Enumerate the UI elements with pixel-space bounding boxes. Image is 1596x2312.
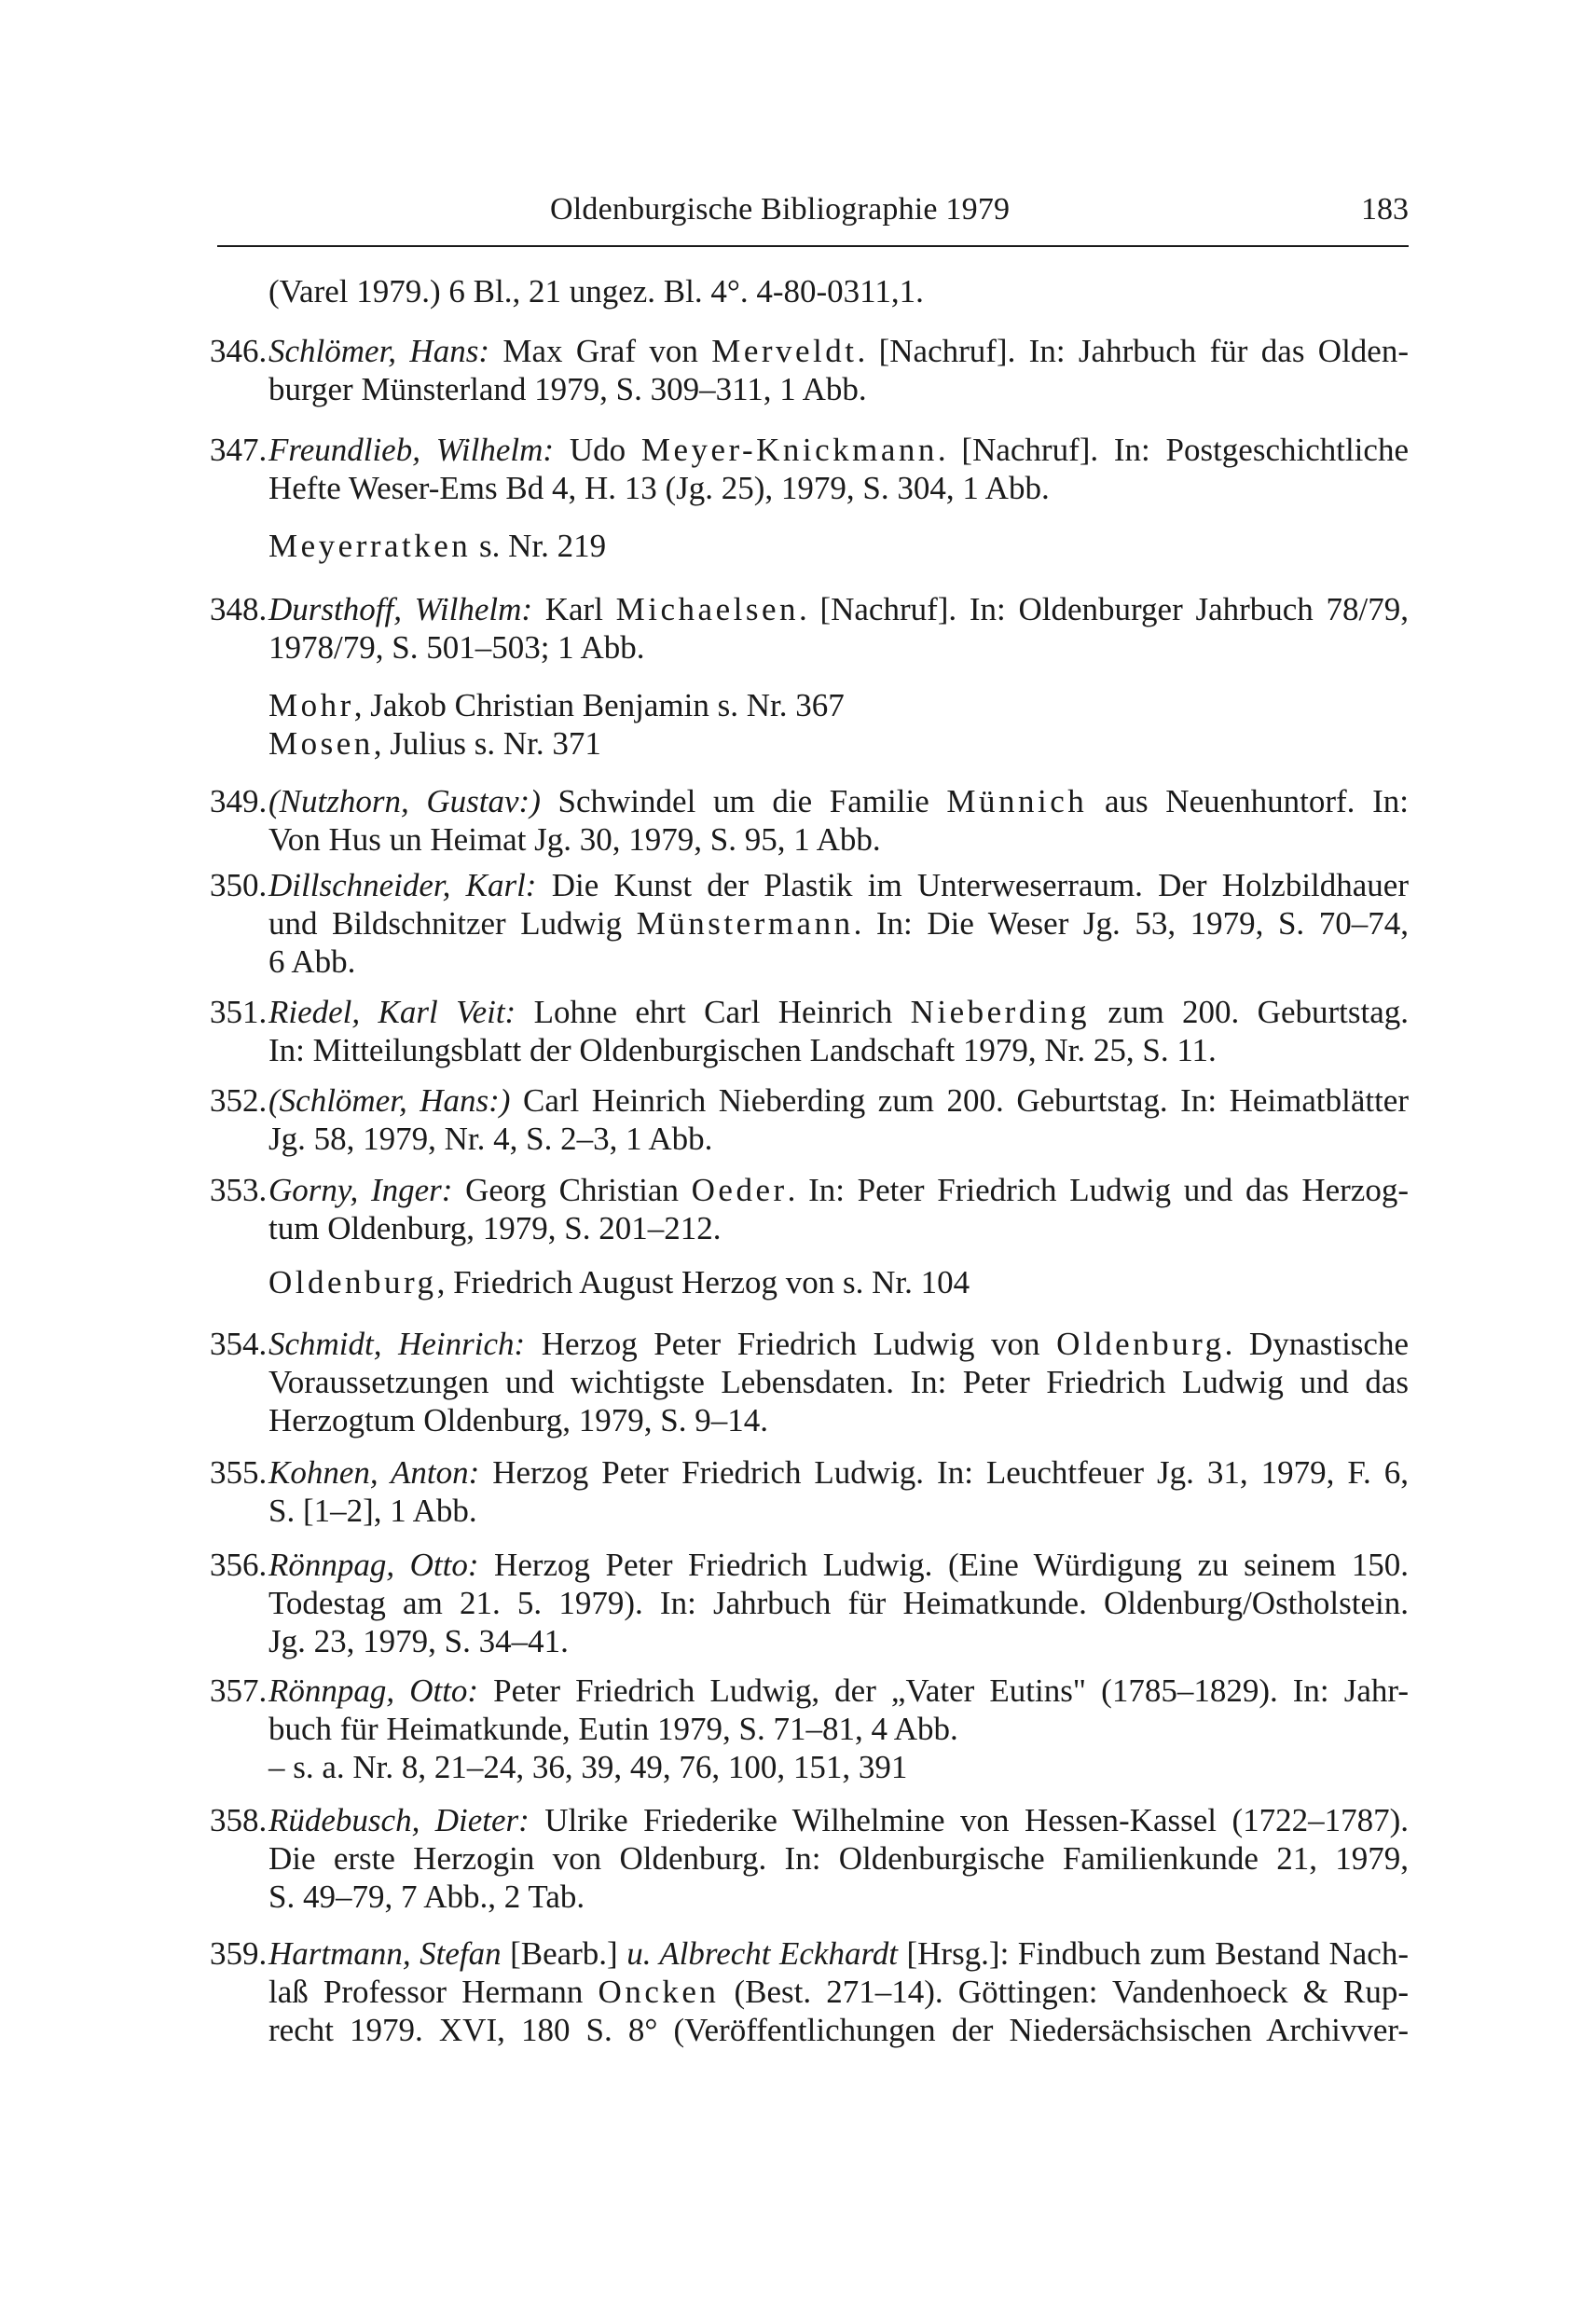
entry-text: Hefte Weser-Ems Bd 4, H. 13 (Jg. 25), 1979, S. 304, 1 Abb. [268,470,1050,506]
entry-number: 358. [210,1802,268,1838]
entry-text: zum 200. Geburtstag. [1090,994,1409,1030]
entry-text: Herzog Peter Friedrich Ludwig. (Eine Würdigung zu seinem 150. [478,1547,1409,1583]
page-number: 183 [1361,192,1409,227]
entry-number: 350. [210,867,268,903]
entry-text: Schwindel um die Familie [540,783,947,819]
entry-text: Todestag am 21. 5. 1979). In: Jahrbuch für Heimatkunde. Oldenburg/Ostholstein. [268,1585,1409,1621]
entry-text: Carl Heinrich Nieberding zum 200. Geburtstag. In: Heimatblätter [510,1082,1409,1119]
entry-text: und Bildschnitzer Ludwig [268,905,637,942]
spaced-name: Mohr [268,687,354,723]
header-rule [217,245,1409,247]
entry-author: Freundlieb, Wilhelm: [268,432,555,468]
spaced-name: Meyer-Knickmann [640,432,938,468]
entry-author: Rönnpag, Otto: [268,1672,479,1709]
entry-text: . In: Peter Friedrich Ludwig und das Herzog- [787,1172,1409,1208]
entry-text: tum Oldenburg, 1979, S. 201–212. [268,1210,722,1246]
entry-number: 354. [210,1326,268,1362]
entry-author: Schmidt, Heinrich: [268,1326,526,1362]
entry-text: [Hrsg.]: Findbuch zum Bestand Nach- [898,1935,1409,1972]
entry-text: Peter Friedrich Ludwig, der „Vater Eutins" (1785–1829). In: Jahr- [478,1672,1409,1709]
entry-text: recht 1979. XVI, 180 S. 8° (Veröffentlichungen der Niedersächsischen Archivver- [268,2012,1409,2048]
entry-text: Jg. 58, 1979, Nr. 4, S. 2–3, 1 Abb. [268,1121,713,1157]
entry-number: 349. [210,783,268,819]
xref-text: s. Nr. 219 [471,528,607,564]
header-title: Oldenburgische Bibliographie 1979 [550,192,1011,227]
entry-text: S. 49–79, 7 Abb., 2 Tab. [268,1878,585,1915]
cross-reference [268,686,845,724]
entry-text: laß Professor Hermann [268,1974,598,2010]
entry-text: . [Nachruf]. In: Oldenburger Jahrbuch 78/79, [798,591,1409,627]
entry-text: (Best. 271–14). Göttingen: Vandenhoeck & Rup- [719,1974,1409,2010]
entry-number: 352. [210,1082,268,1119]
entry-text: aus Neuenhuntorf. In: [1087,783,1409,819]
spaced-name: Oldenburg [1056,1326,1225,1362]
entry-text: Udo [554,432,641,468]
entry-number: 357. [210,1672,268,1709]
entry-author: (Schlömer, Hans:) [268,1082,511,1119]
xref-text: , Jakob Christian Benjamin s. Nr. 367 [353,687,845,723]
entry-text: . [Nachruf]. In: Jahrbuch für das Olden- [857,333,1409,369]
xref-text: , Julius s. Nr. 371 [373,725,601,762]
cross-reference [268,1263,970,1301]
entry-author: Dillschneider, Karl: [268,867,537,903]
entry-number: 348. [210,591,268,627]
entry-number: 355. [210,1454,268,1491]
entry-author: Rüdebusch, Dieter: [268,1802,530,1838]
entry-author: Dursthoff, Wilhelm: [268,591,533,627]
entry-text: Max Graf von [488,333,712,369]
entry-editor: u. Albrecht Eckhardt [626,1935,898,1972]
spaced-name: Oeder [691,1172,788,1208]
entry-author: Schlömer, Hans: [268,333,489,369]
entry-author: (Nutzhorn, Gustav:) [268,783,541,819]
xref-text: , Friedrich August Herzog von s. Nr. 104 [436,1264,970,1300]
entry-number: 346. [210,333,268,369]
spaced-name: Mosen [268,725,374,762]
entry-text: . [Nachruf]. In: Postgeschichtliche [937,432,1409,468]
entry-number: 351. [210,994,268,1030]
entry-text: Ulrike Friederike Wilhelmine von Hessen-Kassel (1722–1787). [529,1802,1409,1838]
entry-text: Georg Christian [452,1172,692,1208]
entry-author: Rönnpag, Otto: [268,1547,479,1583]
entry-author: Riedel, Karl Veit: [268,994,516,1030]
entry-text: Karl [532,591,616,627]
entry-text: 6 Abb. [268,943,356,980]
spaced-name: Michaelsen [615,591,799,627]
see-also: – s. a. Nr. 8, 21–24, 36, 39, 49, 76, 100, 151, 391 [268,1749,908,1785]
entry-text: Herzogtum Oldenburg, 1979, S. 9–14. [268,1402,768,1438]
entry-text: Voraussetzungen und wichtigste Lebensdaten. In: Peter Friedrich Ludwig und das [268,1364,1409,1400]
entry-number: 347. [210,432,268,468]
entry-text: burger Münsterland 1979, S. 309–311, 1 Abb. [268,371,867,407]
entry-number: 359. [210,1935,268,1972]
spaced-name: Münnich [946,783,1088,819]
entry-number: 353. [210,1172,268,1208]
cross-reference [268,527,606,565]
spaced-name: Oncken [598,1974,720,2010]
entry-text: Die erste Herzogin von Oldenburg. In: Oldenburgische Familienkunde 21, 1979, [268,1840,1409,1877]
spaced-name: Meyerratken [268,528,472,564]
spaced-name: Oldenburg [268,1264,437,1300]
entry-text: Die Kunst der Plastik im Unterweserraum. Der Holzbildhauer [536,867,1409,903]
entry-text: 1978/79, S. 501–503; 1 Abb. [268,629,645,666]
entry-text: Lohne ehrt Carl Heinrich [516,994,911,1030]
entry-number: 356. [210,1547,268,1583]
entry-text: buch für Heimatkunde, Eutin 1979, S. 71–81, 4 Abb. [268,1711,958,1747]
cross-reference [268,724,601,763]
entry-author: Gorny, Inger: [268,1172,453,1208]
spaced-name: Nieberding [910,994,1091,1030]
entry-text: In: Mitteilungsblatt der Oldenburgischen Landschaft 1979, Nr. 25, S. 11. [268,1032,1217,1068]
spaced-name: Münstermann [636,905,854,942]
spaced-name: Merveldt [711,333,858,369]
entry-text: Jg. 23, 1979, S. 34–41. [268,1623,569,1659]
running-header [217,190,1409,231]
entry-text: [Bearb.] [501,1935,627,1972]
entry-text: S. [1–2], 1 Abb. [268,1493,477,1529]
entry-text: . In: Die Weser Jg. 53, 1979, S. 70–74, [853,905,1409,942]
entry-text: Herzog Peter Friedrich Ludwig von [525,1326,1057,1362]
entry-author: Hartmann, Stefan [268,1935,502,1972]
entry-text: Herzog Peter Friedrich Ludwig. In: Leuchtfeuer Jg. 31, 1979, F. 6, [479,1454,1409,1491]
entry-text: . Dynastische [1224,1326,1409,1362]
entry-text: Von Hus un Heimat Jg. 30, 1979, S. 95, 1 Abb. [268,821,881,858]
entry-author: Kohnen, Anton: [268,1454,480,1491]
continuation-line: (Varel 1979.) 6 Bl., 21 ungez. Bl. 4°. 4-80-0311,1. [268,273,924,310]
